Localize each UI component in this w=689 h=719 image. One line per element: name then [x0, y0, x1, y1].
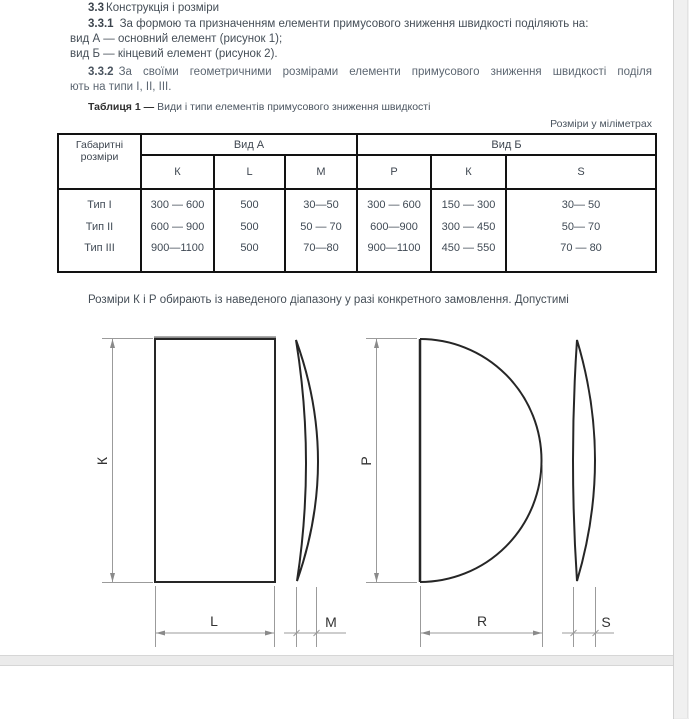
l-arrow-left: [156, 631, 165, 636]
paragraph-3-3-2-line2: ють на типи I, II, III.: [70, 81, 172, 93]
column-header-k: К: [141, 155, 214, 189]
row-label: Тип III: [84, 242, 115, 254]
cell-value: 50 — 70: [300, 220, 342, 233]
clause-text: За формою та призначенням елементи примусового зниження швидкості поділяють на:: [119, 18, 589, 30]
view-b-profile-crescent: [573, 340, 595, 581]
dim-label-m: М: [325, 614, 337, 630]
paragraph-3-3-1: [88, 17, 588, 32]
k-arrow-top: [110, 339, 115, 348]
dim-label-p: Р: [358, 456, 374, 466]
view-b-plan-halfdisc: [420, 339, 542, 582]
k-arrow-bottom: [110, 573, 115, 582]
table-group-header-vid-a: Вид А: [141, 134, 357, 155]
clause-number: 3.3.2: [88, 66, 114, 78]
table-group-header-row: [58, 134, 656, 155]
values-column-k2: [431, 189, 506, 272]
table-caption-label: Таблиця 1 —: [88, 101, 155, 113]
table-body-row: [58, 189, 656, 272]
view-a-profile-crescent: [296, 340, 318, 581]
section-title: Конструкція і розміри: [106, 2, 220, 14]
type-label-column: [58, 189, 141, 272]
paragraph-3-3-2: [70, 65, 652, 95]
table-corner-header: Габаритні розміри: [58, 134, 141, 189]
dim-label-l: L: [210, 613, 218, 629]
table-caption: [88, 100, 430, 115]
values-column-m: [285, 189, 357, 272]
cell-value: 30—50: [303, 199, 339, 211]
scrollbar-track-edge: [687, 0, 688, 718]
values-column-k: [141, 189, 214, 272]
table-group-header-vid-b: Вид Б: [357, 134, 656, 155]
cell-value: 500: [240, 220, 259, 233]
l-arrow-right: [265, 631, 274, 636]
values-column-l: [214, 189, 285, 272]
column-header-p: Р: [357, 155, 431, 189]
cell-value: 150 — 300: [441, 199, 496, 211]
row-label: Тип I: [87, 199, 112, 211]
cell-value: 30— 50: [561, 199, 601, 211]
scrollbar-track[interactable]: [673, 0, 689, 718]
view-a-plan-rect: [155, 339, 275, 582]
page-gap: [0, 656, 674, 665]
cell-value: 600 — 900: [150, 220, 205, 233]
list-item-vid-a: вид А — основний елемент (рисунок 1);: [70, 33, 283, 45]
p-arrow-top: [374, 339, 379, 348]
list-item-vid-b: вид Б — кінцевий елемент (рисунок 2).: [70, 48, 278, 60]
values-column-p: [357, 189, 431, 272]
p-arrow-bottom: [374, 573, 379, 582]
clause-number: 3.3.1: [88, 18, 114, 30]
row-label: Тип II: [85, 220, 114, 233]
dimensions-table: [57, 133, 657, 273]
paragraph-3-3-2-line1: [70, 65, 652, 80]
section-heading: [88, 1, 219, 16]
cell-value: 500: [240, 199, 259, 211]
cell-value: 600—900: [370, 220, 418, 233]
r-arrow-left: [421, 631, 430, 636]
r-arrow-right: [533, 631, 542, 636]
cell-value: 500: [240, 242, 259, 254]
cell-value: 50— 70: [561, 220, 601, 233]
document-page-2: [0, 665, 674, 719]
dim-label-k: К: [94, 456, 110, 466]
values-column-s: [506, 189, 656, 272]
column-header-m: М: [285, 155, 357, 189]
cell-value: 300 — 600: [367, 199, 421, 211]
cell-value: 70—80: [303, 242, 339, 254]
paragraph-note: Розміри К і Р обирають із наведеного діапазону у разі конкретного замовлення. Допустимі: [88, 294, 569, 306]
cell-value: 70 — 80: [560, 242, 602, 254]
cell-value: 900—1100: [367, 242, 421, 254]
cell-value: 300 — 450: [441, 220, 496, 233]
column-header-l: L: [214, 155, 285, 189]
column-header-k2: К: [431, 155, 506, 189]
table-column-header-row: [58, 155, 656, 189]
cell-value: 300 — 600: [150, 199, 205, 211]
column-header-s: S: [506, 155, 656, 189]
technical-figure: [0, 330, 673, 656]
table-caption-text: Види і типи елементів примусового зниження швидкості: [157, 101, 431, 113]
dim-label-r: R: [476, 613, 488, 629]
section-number: 3.3: [88, 2, 104, 14]
cell-value: 900—1100: [150, 242, 204, 254]
dim-label-s: S: [601, 614, 611, 630]
clause-text: За своїми геометричними розмірами елементи примусового зниження швидкості поділя: [118, 66, 652, 78]
cell-value: 450 — 550: [441, 242, 496, 254]
units-note: Розміри у міліметрах: [550, 118, 652, 130]
